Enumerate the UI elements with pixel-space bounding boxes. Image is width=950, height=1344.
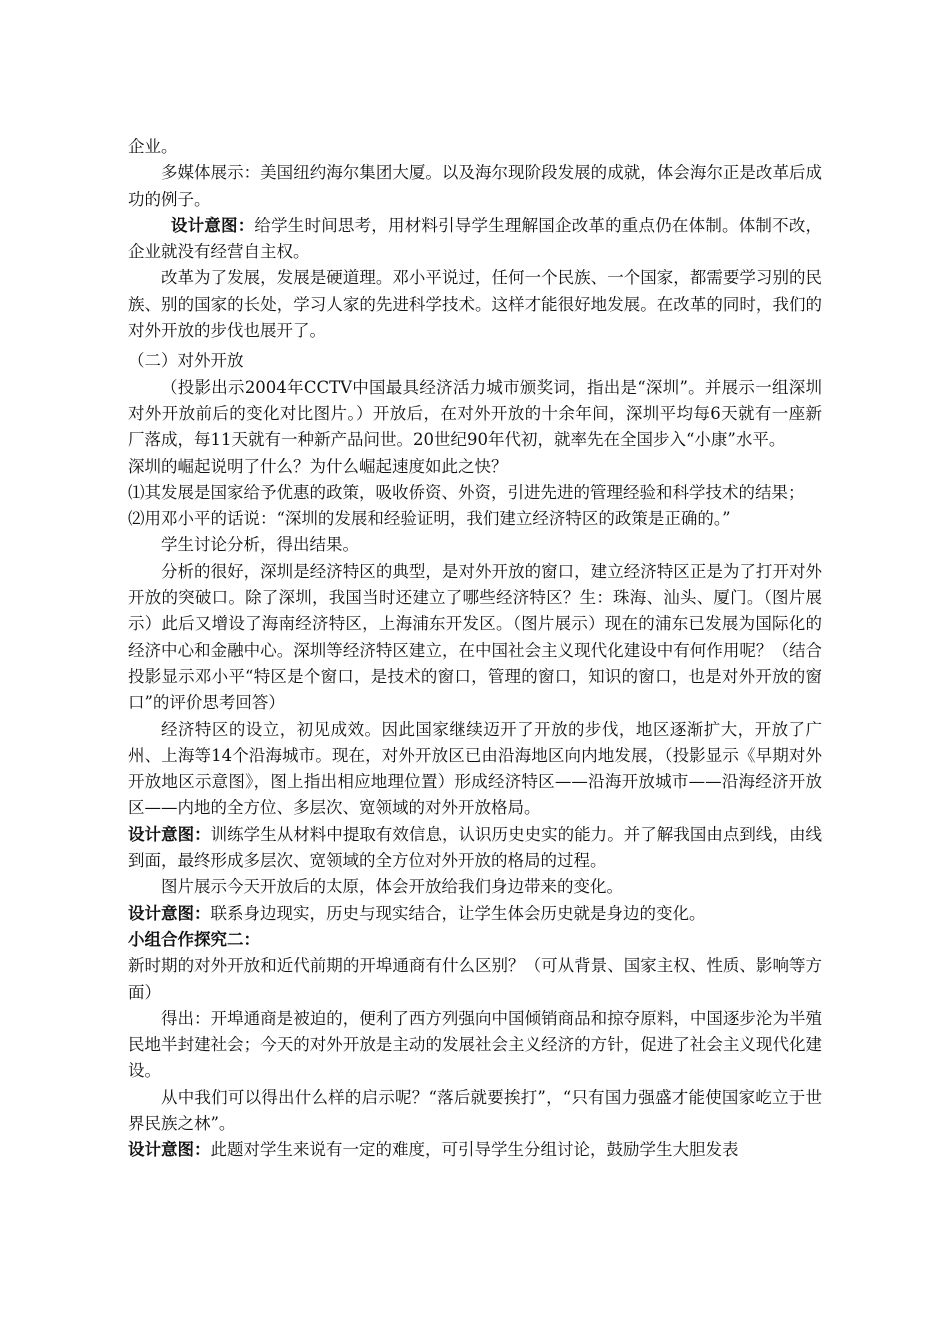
- answer-1: ⑴其发展是国家给予优惠的政策，吸收侨资、外资，引进先进的管理经验和科学技术的结果；: [128, 482, 805, 502]
- design-intent-4: [128, 1137, 822, 1163]
- answer-2: ⑵用邓小平的话说：“深圳的发展和经验证明，我们建立经济特区的政策是正确的。”: [128, 509, 731, 529]
- design-intent-3: [128, 901, 822, 927]
- paragraph-2: 多媒体展示：美国纽约海尔集团大厦。以及海尔现阶段发展的成就，体会海尔正是改革后成功的例子。: [128, 163, 822, 209]
- question-1: 深圳的崛起说明了什么？为什么崛起速度如此之快？: [128, 456, 508, 476]
- design-intent-text: 此题对学生来说有一定的难度，可引导学生分组讨论，鼓励学生大胆发表: [210, 1140, 739, 1160]
- question-2: 新时期的对外开放和近代前期的开埠通商有什么区别？（可从背景、国家主权、性质、影响等方面）: [128, 956, 822, 1002]
- design-intent-label: 设计意图：: [170, 215, 255, 235]
- design-intent-text: 联系身边现实，历史与现实结合，让学生体会历史就是身边的变化。: [210, 903, 706, 923]
- design-intent-2: [128, 822, 822, 875]
- design-intent-text: 训练学生从材料中提取有效信息，认识历史史实的能力。并了解我国由点到线，由线到面，最终形成多层次、宽领域的全方位对外开放的格局的过程。: [128, 824, 823, 871]
- design-intent-label: 设计意图：: [128, 903, 211, 923]
- design-intent-label: 设计意图：: [128, 1140, 211, 1160]
- group-inquiry-heading: 小组合作探究二：: [128, 929, 260, 949]
- paragraph-4: （投影出示2004年CCTV中国最具经济活力城市颁奖词，指出是“深圳”。并展示一组深圳对外开放前后的变化对比图片。）开放后，在对外开放的十余年间，深圳平均每6天就有一座新厂落成，每11天就有一种新产品问世。20世纪90年代初，就率先在全国步入“小康”水平。: [128, 377, 822, 450]
- paragraph-9: 得出：开埠通商是被迫的，便利了西方列强向中国倾销商品和掠夺原料，中国逐步沦为半殖民地半封建社会；今天的对外开放是主动的发展社会主义经济的方针，促进了社会主义现代化建设。: [128, 1008, 822, 1081]
- paragraph-1: 企业。: [128, 137, 178, 156]
- design-intent-label: 设计意图：: [128, 824, 211, 844]
- document-page: [128, 134, 822, 1164]
- design-intent-text: 给学生时间思考，用材料引导学生理解国企改革的重点仍在体制。体制不改，企业就没有经营自主权。: [128, 215, 823, 262]
- paragraph-8: 图片展示今天开放后的太原，体会开放给我们身边带来的变化。: [161, 877, 623, 897]
- design-intent-1: [128, 213, 822, 266]
- paragraph-3: 改革为了发展，发展是硬道理。邓小平说过，任何一个民族、一个国家，都需要学习别的民族、别的国家的长处，学习人家的先进科学技术。这样才能很好地发展。在改革的同时，我们的对外开放的步伐也展开了。: [128, 268, 822, 341]
- paragraph-6: 分析的很好，深圳是经济特区的典型，是对外开放的窗口，建立经济特区正是为了打开对外开放的突破口。除了深圳，我国当时还建立了哪些经济特区？生：珠海、汕头、厦门。（图片展示）此后又增设了海南经济特区，上海浦东开发区。（图片展示）现在的浦东已发展为国际化的经济中心和金融中心。深圳等经济特区建立，在中国社会主义现代化建设中有何作用呢？（结合投影显示邓小平“特区是个窗口，是技术的窗口，管理的窗口，知识的窗口，也是对外开放的窗口”的评价思考回答）: [128, 561, 822, 713]
- section-heading-open-door: （二）对外开放: [128, 351, 244, 371]
- paragraph-5: 学生讨论分析，得出结果。: [161, 535, 359, 555]
- paragraph-10: 从中我们可以得出什么样的启示呢？“落后就要挨打”，“只有国力强盛才能使国家屹立于世界民族之林”。: [128, 1087, 822, 1133]
- paragraph-7: 经济特区的设立，初见成效。因此国家继续迈开了开放的步伐，地区逐渐扩大，开放了广州、上海等14个沿海城市。现在，对外开放区已由沿海地区向内地发展，（投影显示《早期对外开放地区示意图》，图上指出相应地理位置）形成经济特区——沿海开放城市——沿海经济开放区——内地的全方位、多层次、宽领域的对外开放格局。: [128, 719, 822, 818]
